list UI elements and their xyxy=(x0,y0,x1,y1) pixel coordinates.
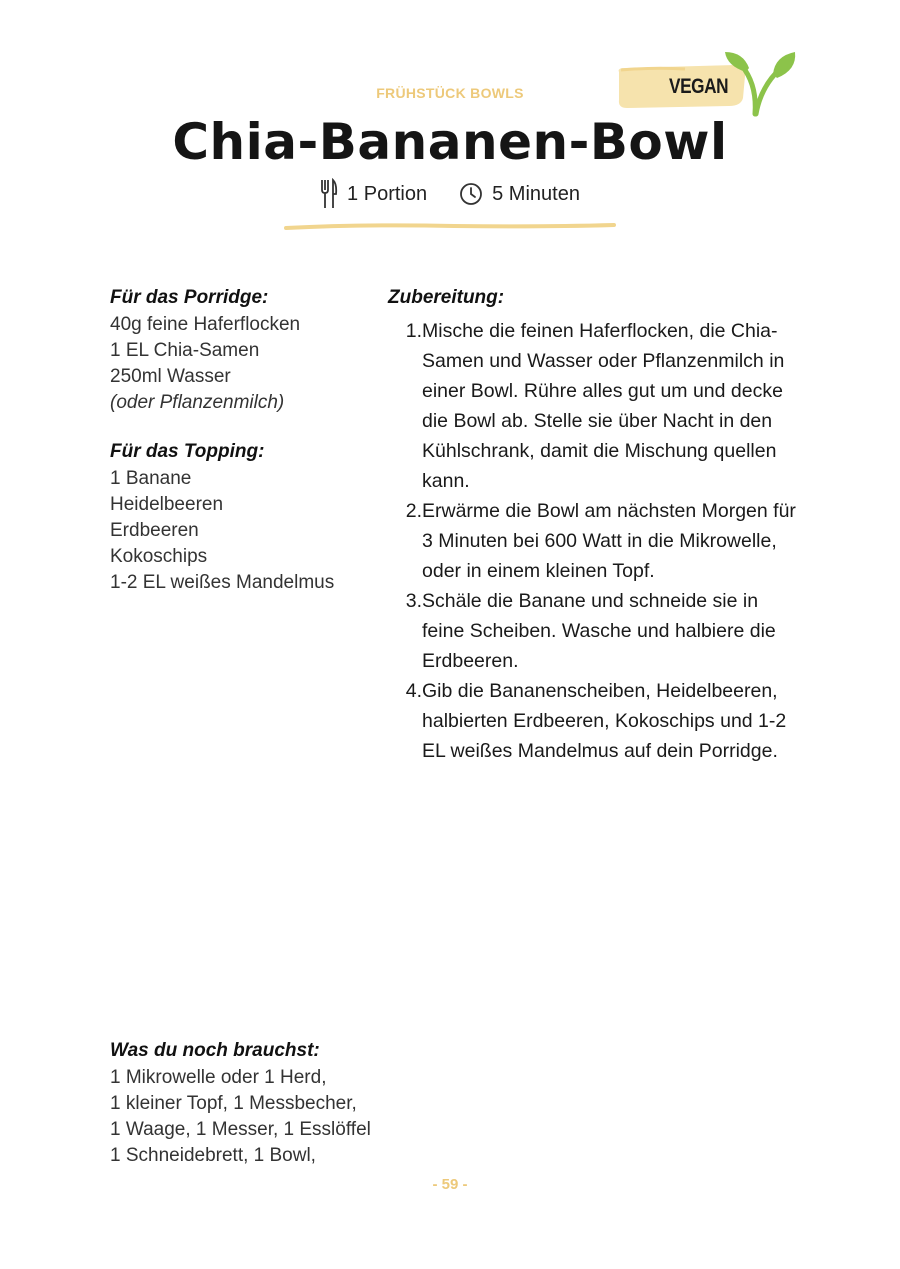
step-text: Gib die Bananenscheiben, Heidelbeeren, halbierten Erdbeeren, Kokoschips und 1-2 EL weißes Mandelmus auf dein Porridge. xyxy=(422,680,787,762)
vegan-badge-label: VEGAN xyxy=(669,75,729,98)
ingredient-item: 1 EL Chia-Samen xyxy=(110,340,260,361)
step-number: 4. xyxy=(405,680,422,702)
step-item xyxy=(388,676,798,766)
ingredient-item: 250ml Wasser xyxy=(110,366,231,387)
ingredient-item: 40g feine Haferflocken xyxy=(110,314,301,335)
ingredient-item: 1-2 EL weißes Mandelmus xyxy=(110,572,335,593)
portion-info xyxy=(320,178,427,210)
tool-item: 1 Mikrowelle oder 1 Herd, xyxy=(110,1067,327,1088)
porridge-list xyxy=(110,312,380,416)
recipe-meta xyxy=(0,178,900,210)
step-text: Erwärme die Bowl am nächsten Morgen für 3 Minuten bei 600 Watt in die Mikrowelle, oder in einem kleinen Topf. xyxy=(422,500,796,582)
step-text: Schäle die Banane und schneide sie in feine Scheiben. Wasche und halbiere die Erdbeeren. xyxy=(422,590,776,672)
porridge-heading: Für das Porridge: xyxy=(110,287,269,308)
topping-list xyxy=(110,466,380,596)
topping-section xyxy=(110,440,380,596)
time-text: 5 Minuten xyxy=(492,182,580,205)
ingredient-item: 1 Banane xyxy=(110,468,192,489)
title-underline xyxy=(284,222,616,232)
ingredient-item: Erdbeeren xyxy=(110,520,199,541)
ingredient-item: Kokoschips xyxy=(110,546,208,567)
step-text: Mische die feinen Haferflocken, die Chia-Samen und Wasser oder Pflanzenmilch in einer Bowl. Rühre alles gut um und decke die Bowl ab. Stelle sie über Nacht in den Kühlschrank, damit die Mischung quellen kann. xyxy=(422,320,785,492)
preparation-steps xyxy=(388,316,798,766)
porridge-section xyxy=(110,286,380,416)
step-number: 3. xyxy=(405,590,422,612)
cutlery-icon xyxy=(320,178,338,210)
clock-icon xyxy=(459,182,483,206)
tool-item: 1 kleiner Topf, 1 Messbecher, xyxy=(110,1093,357,1114)
step-number: 1. xyxy=(405,320,422,342)
step-item xyxy=(388,496,798,586)
ingredient-item: Heidelbeeren xyxy=(110,494,224,515)
step-item xyxy=(388,586,798,676)
portion-text: 1 Portion xyxy=(347,182,428,205)
step-item xyxy=(388,316,798,496)
step-number: 2. xyxy=(405,500,422,522)
tools-heading: Was du noch brauchst: xyxy=(110,1040,320,1061)
recipe-title: Chia-Bananen-Bowl xyxy=(172,113,728,171)
preparation-column xyxy=(388,286,798,766)
tools-section xyxy=(110,1039,510,1169)
tool-item: 1 Waage, 1 Messer, 1 Esslöffel xyxy=(110,1119,371,1140)
tool-item: 1 Schneidebrett, 1 Bowl, xyxy=(110,1145,316,1166)
tools-list xyxy=(110,1065,510,1169)
topping-heading: Für das Topping: xyxy=(110,441,265,462)
vegan-badge xyxy=(615,48,805,118)
preparation-heading: Zubereitung: xyxy=(388,287,505,308)
ingredient-note: (oder Pflanzenmilch) xyxy=(110,392,285,413)
category-label: FRÜHSTÜCK BOWLS xyxy=(376,85,524,101)
ingredients-column xyxy=(110,286,380,596)
page-number: - 59 - xyxy=(432,1176,468,1193)
time-info xyxy=(459,182,580,206)
